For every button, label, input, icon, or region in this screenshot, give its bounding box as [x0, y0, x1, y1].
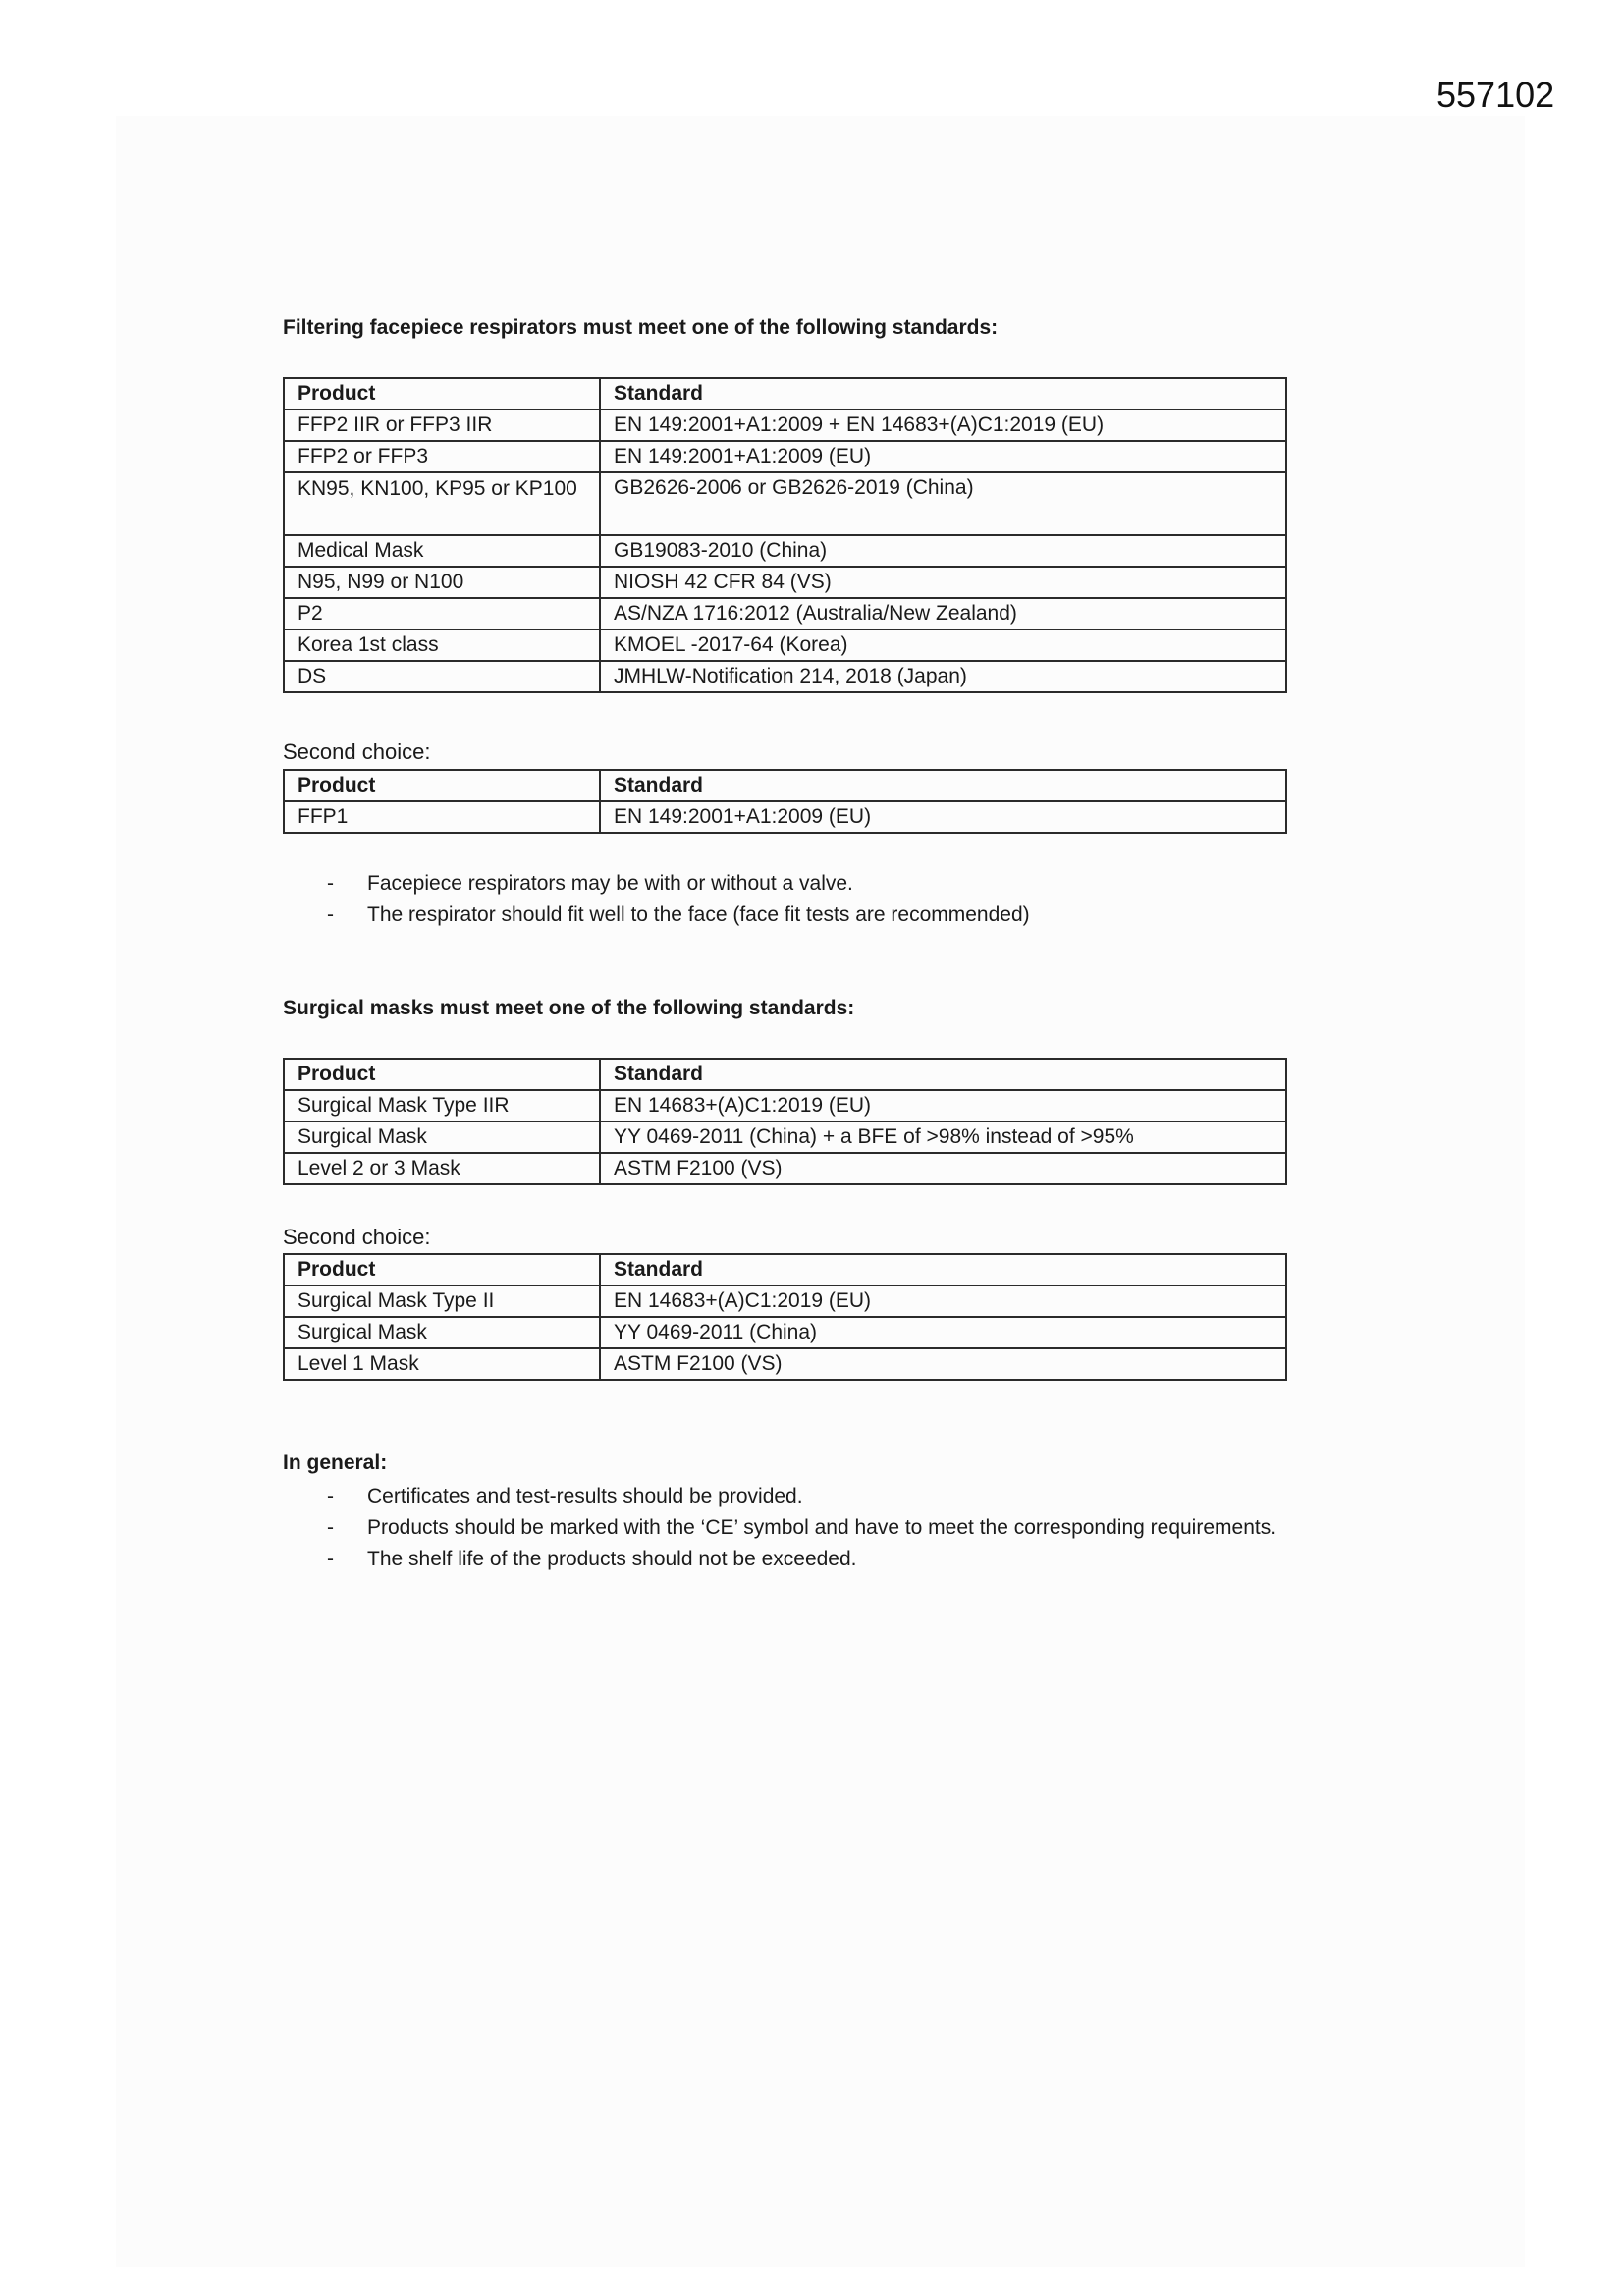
standard-cell: JMHLW-Notification 214, 2018 (Japan): [600, 661, 1286, 692]
table-row: [284, 472, 1286, 535]
table-row: [284, 661, 1286, 692]
surgical-masks-heading: Surgical masks must meet one of the following standards:: [283, 997, 855, 1019]
standard-column-header: Standard: [600, 1254, 1286, 1285]
surgical-masks-second-choice-table: [283, 1253, 1287, 1381]
product-cell: Surgical Mask Type II: [284, 1285, 600, 1317]
product-cell: Medical Mask: [284, 535, 600, 567]
standard-cell: KMOEL -2017-64 (Korea): [600, 629, 1286, 661]
list-item: [283, 900, 1304, 931]
list-item-text: The shelf life of the products should not be exceeded.: [367, 1548, 857, 1570]
list-item: [283, 868, 1304, 900]
table-row: [284, 1317, 1286, 1348]
dash-bullet: -: [327, 1548, 334, 1570]
product-cell: DS: [284, 661, 600, 692]
standard-cell: GB19083-2010 (China): [600, 535, 1286, 567]
standard-cell: EN 14683+(A)C1:2019 (EU): [600, 1090, 1286, 1121]
product-cell: FFP2 IIR or FFP3 IIR: [284, 410, 600, 441]
surgical-masks-standards-table: [283, 1058, 1287, 1185]
respirators-second-choice-label: Second choice:: [283, 739, 431, 764]
product-cell: Korea 1st class: [284, 629, 600, 661]
standard-cell: ASTM F2100 (VS): [600, 1348, 1286, 1380]
list-item-text: Facepiece respirators may be with or without a valve.: [367, 872, 853, 895]
product-cell: KN95, KN100, KP95 or KP100: [284, 472, 600, 535]
table-header-row: [284, 770, 1286, 801]
standard-cell: EN 149:2001+A1:2009 (EU): [600, 801, 1286, 833]
table-row: [284, 1348, 1286, 1380]
table-row: [284, 801, 1286, 833]
respirators-second-choice-table: [283, 769, 1287, 834]
table-row: [284, 1153, 1286, 1184]
respirator-notes-list: [283, 868, 1304, 931]
surgical-masks-second-choice-label: Second choice:: [283, 1225, 431, 1249]
table-row: [284, 410, 1286, 441]
product-cell: Level 1 Mask: [284, 1348, 600, 1380]
standard-cell: EN 14683+(A)C1:2019 (EU): [600, 1285, 1286, 1317]
table-header-row: [284, 378, 1286, 410]
product-cell: N95, N99 or N100: [284, 567, 600, 598]
respirators-standards-table: [283, 377, 1287, 693]
standard-column-header: Standard: [600, 1059, 1286, 1090]
general-heading: In general:: [283, 1451, 388, 1474]
table-header-row: [284, 1254, 1286, 1285]
product-column-header: Product: [284, 1059, 600, 1090]
standard-cell: YY 0469-2011 (China) + a BFE of >98% instead of >95%: [600, 1121, 1286, 1153]
list-item-text: Products should be marked with the ‘CE’ symbol and have to meet the corresponding requirements.: [367, 1516, 1277, 1539]
standard-cell: EN 149:2001+A1:2009 (EU): [600, 441, 1286, 472]
standard-cell: ASTM F2100 (VS): [600, 1153, 1286, 1184]
product-column-header: Product: [284, 1254, 600, 1285]
product-cell: Surgical Mask Type IIR: [284, 1090, 600, 1121]
table-row: [284, 598, 1286, 629]
list-item-text: The respirator should fit well to the face (face fit tests are recommended): [367, 903, 1030, 926]
dash-bullet: -: [327, 903, 334, 926]
table-row: [284, 1121, 1286, 1153]
standard-column-header: Standard: [600, 378, 1286, 410]
table-row: [284, 441, 1286, 472]
list-item: [283, 1481, 1304, 1512]
general-requirements-list: [283, 1481, 1304, 1575]
standard-cell: GB2626-2006 or GB2626-2019 (China): [600, 472, 1286, 535]
table-row: [284, 1090, 1286, 1121]
page-number: 557102: [1436, 75, 1555, 115]
respirators-heading: Filtering facepiece respirators must meet one of the following standards:: [283, 316, 999, 339]
standard-cell: AS/NZA 1716:2012 (Australia/New Zealand): [600, 598, 1286, 629]
list-item-text: Certificates and test-results should be provided.: [367, 1485, 803, 1507]
product-column-header: Product: [284, 378, 600, 410]
standard-cell: NIOSH 42 CFR 84 (VS): [600, 567, 1286, 598]
dash-bullet: -: [327, 1516, 334, 1539]
dash-bullet: -: [327, 1485, 334, 1507]
list-item: [283, 1512, 1304, 1544]
table-row: [284, 1285, 1286, 1317]
table-row: [284, 567, 1286, 598]
list-item: [283, 1544, 1304, 1575]
standard-cell: EN 149:2001+A1:2009 + EN 14683+(A)C1:2019 (EU): [600, 410, 1286, 441]
table-header-row: [284, 1059, 1286, 1090]
dash-bullet: -: [327, 872, 334, 895]
product-cell: P2: [284, 598, 600, 629]
table-row: [284, 629, 1286, 661]
product-cell: FFP1: [284, 801, 600, 833]
standard-cell: YY 0469-2011 (China): [600, 1317, 1286, 1348]
product-cell: Surgical Mask: [284, 1317, 600, 1348]
product-cell: Surgical Mask: [284, 1121, 600, 1153]
table-row: [284, 535, 1286, 567]
product-column-header: Product: [284, 770, 600, 801]
standard-column-header: Standard: [600, 770, 1286, 801]
product-cell: Level 2 or 3 Mask: [284, 1153, 600, 1184]
product-cell: FFP2 or FFP3: [284, 441, 600, 472]
